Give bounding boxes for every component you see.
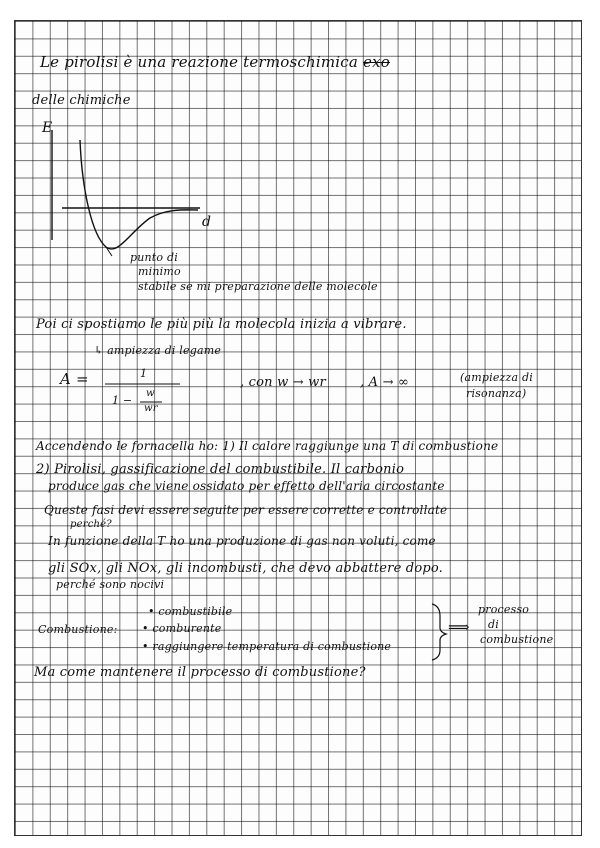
- amplitude-arrow-label: [94, 345, 221, 356]
- summary-question: Ma come mantenere il processo di combustione?: [34, 665, 366, 680]
- formula-numerator: 1: [140, 367, 148, 380]
- summary-result-3: combustione: [480, 633, 554, 646]
- combustion-line-4: Queste fasi devi essere seguite per essere corrette e controllate: [44, 503, 448, 517]
- formula-denominator: 1 −: [112, 394, 133, 407]
- combustion-line-3: produce gas che viene ossidato per effetto dell'aria circostante: [48, 479, 445, 493]
- combustion-line-2: 2) Pirolisi, gassificazione del combustibile. Il carbonio: [36, 462, 405, 477]
- minimum-label-2: minimo: [138, 265, 181, 278]
- formula-inner-num: w: [146, 388, 155, 399]
- axis-e-label: E: [42, 120, 53, 136]
- formula-limit: , A → ∞: [360, 375, 410, 390]
- summary-item-comburente: • comburente: [142, 622, 222, 635]
- summary-result-1: processo: [478, 603, 530, 616]
- summary-item-combustibile: • combustibile: [148, 605, 233, 618]
- formula-condition: , con w → wr: [240, 375, 326, 390]
- title-line: [40, 55, 390, 70]
- summary-label: Combustione:: [38, 623, 118, 636]
- axis-d-label: d: [202, 214, 211, 230]
- summary-item-temperatura: • raggiungere temperatura di combustione: [142, 640, 392, 653]
- grid-paper: [14, 20, 582, 836]
- formula-lhs: A =: [60, 370, 89, 388]
- formula-inner-den: wr: [144, 403, 158, 414]
- resonance-note-2: risonanza): [466, 387, 527, 400]
- title-text: Le pirolisi è una reazione termoschimica: [40, 53, 359, 71]
- subtitle: delle chimiche: [32, 93, 131, 108]
- combustion-line-7: perché sono nocivi: [56, 578, 165, 591]
- combustion-line-5: In funzione della T ho una produzione di gas non voluti, come: [48, 534, 436, 548]
- combustion-line-1: Accendendo le fornacella ho: 1) Il calore raggiunge una T di combustione: [36, 439, 499, 453]
- combustion-line-5-note: perché?: [70, 519, 112, 530]
- resonance-note-1: (ampiezza di: [460, 371, 533, 384]
- amplitude-text: ampiezza di legame: [107, 344, 222, 357]
- title-struck-word: exo: [363, 53, 390, 71]
- minimum-label-1: punto di: [130, 251, 178, 264]
- vibration-line: Poi ci spostiamo le più più la molecola inizia a vibrare.: [36, 317, 407, 332]
- combustion-line-6: gli SOx, gli NOx, gli incombusti, che devo abbattere dopo.: [48, 561, 443, 576]
- summary-arrow-icon: ⟹: [448, 618, 470, 636]
- summary-result-2: di: [488, 618, 499, 631]
- minimum-label-3: stabile se mi preparazione delle molecole: [138, 280, 378, 293]
- arrow-icon: ↳: [94, 344, 108, 357]
